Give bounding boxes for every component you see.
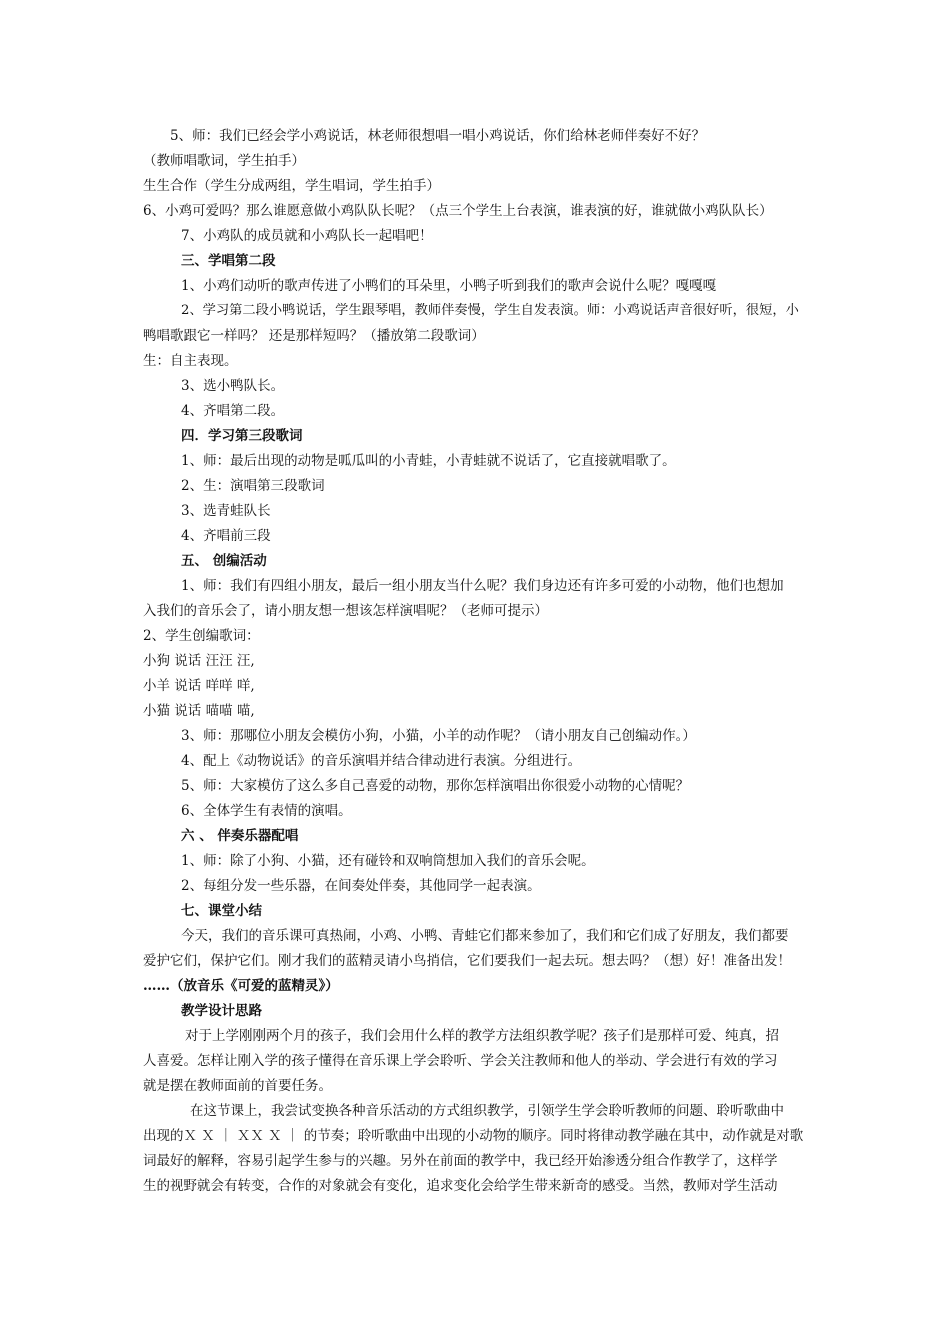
text-line: 4、齐唱第二段。 — [181, 403, 285, 419]
section-heading: 七、课堂小结 — [181, 903, 262, 919]
text-line: 1、小鸡们动听的歌声传进了小鸭们的耳朵里，小鸭子听到我们的歌声会说什么呢？嘎嘎嘎 — [181, 278, 717, 294]
text-line: 出现的Ｘ Ｘ ｜ ＸＸ Ｘ ｜ 的节奏；聆听歌曲中出现的小动物的顺序。同时将律动教学融在其中，动作就是对歌 — [143, 1128, 804, 1144]
text-line: 6、小鸡可爱吗？那么谁愿意做小鸡队队长呢？（点三个学生上台表演，谁表演的好，谁就做小鸡队队长） — [143, 203, 773, 219]
text-line: 生的视野就会有转变，合作的对象就会有变化，追求变化会给学生带来新奇的感受。当然，教师对学生活动 — [143, 1178, 778, 1194]
text-line: 今天，我们的音乐课可真热闹，小鸡、小鸭、青蛙它们都来参加了，我们和它们成了好朋友，我们都要 — [181, 928, 789, 944]
text-line: 2、生：演唱第三段歌词 — [181, 478, 325, 494]
section-heading: 六 、 伴奏乐器配唱 — [181, 828, 299, 844]
text-line: 3、师：那哪位小朋友会模仿小狗，小猫，小羊的动作呢？（请小朋友自己创编动作。） — [181, 728, 696, 744]
text-line: 生生合作（学生分成两组，学生唱词，学生拍手） — [143, 178, 440, 194]
text-line: （教师唱歌词，学生拍手） — [143, 153, 305, 169]
text-line: 人喜爱。怎样让刚入学的孩子懂得在音乐课上学会聆听、学会关注教师和他人的举动、学会进行有效的学习 — [143, 1053, 778, 1069]
text-line: 4、齐唱前三段 — [181, 528, 271, 544]
section-heading: 四．学习第三段歌词 — [181, 428, 303, 444]
section-heading: 三、学唱第二段 — [181, 253, 276, 269]
text-line: 2、学习第二段小鸭说话，学生跟琴唱，教师伴奏慢，学生自发表演。师：小鸡说话声音很好听，很短，小 — [181, 303, 799, 318]
text-line: 小狗 说话 汪汪 汪, — [143, 653, 255, 669]
text-line: 入我们的音乐会了，请小朋友想一想该怎样演唱呢？（老师可提示） — [143, 603, 548, 619]
text-line: 4、配上《动物说话》的音乐演唱并结合律动进行表演。分组进行。 — [181, 753, 582, 769]
text-line: 生：自主表现。 — [143, 353, 238, 369]
text-line: 6、全体学生有表情的演唱。 — [181, 803, 352, 819]
text-line: 爱护它们，保护它们。刚才我们的蓝精灵请小鸟捎信，它们要我们一起去玩。想去吗？（想）好！准备出发！ — [143, 953, 791, 969]
text-line: ……（放音乐《可爱的蓝精灵》） — [143, 978, 339, 994]
text-line: 5、师：我们已经会学小鸡说话，林老师很想唱一唱小鸡说话，你们给林老师伴奏好不好？ — [170, 128, 706, 144]
text-line: 对于上学刚刚两个月的孩子，我们会用什么样的教学方法组织教学呢？孩子们是那样可爱、纯真，招 — [185, 1028, 779, 1044]
text-line: 小羊 说话 咩咩 咩, — [143, 678, 255, 694]
text-line: 3、选青蛙队长 — [181, 503, 271, 519]
text-line: 在这节课上，我尝试变换各种音乐活动的方式组织教学，引领学生学会聆听教师的问题、聆听歌曲中 — [190, 1103, 784, 1119]
text-line: 1、师：除了小狗、小猫，还有碰铃和双响筒想加入我们的音乐会呢。 — [181, 853, 595, 869]
text-line: 1、师：最后出现的动物是呱瓜叫的小青蛙，小青蛙就不说话了，它直接就唱歌了。 — [181, 453, 676, 469]
text-line: 小猫 说话 喵喵 喵, — [143, 703, 255, 719]
text-line: 5、师：大家模仿了这么多自己喜爱的动物，那你怎样演唱出你很爱小动物的心情呢？ — [181, 778, 690, 794]
text-line: 1、师：我们有四组小朋友，最后一组小朋友当什么呢？我们身边还有许多可爱的小动物，他们也想加 — [181, 578, 784, 594]
text-line: 2、学生创编歌词： — [143, 628, 260, 644]
text-line: 鸭唱歌跟它一样吗？ 还是那样短吗？（播放第二段歌词） — [143, 328, 485, 344]
text-line: 词最好的解释，容易引起学生参与的兴趣。另外在前面的教学中，我已经开始渗透分组合作教学了，这样学 — [143, 1153, 778, 1169]
section-heading: 五、 创编活动 — [181, 553, 267, 569]
text-line: 7、小鸡队的成员就和小鸡队长一起唱吧！ — [181, 228, 433, 244]
text-line: 就是摆在教师面前的首要任务。 — [143, 1078, 332, 1094]
text-line: 3、选小鸭队长。 — [181, 378, 285, 394]
text-line: 2、每组分发一些乐器，在间奏处伴奏，其他同学一起表演。 — [181, 878, 541, 894]
section-heading: 教学设计思路 — [181, 1003, 262, 1019]
